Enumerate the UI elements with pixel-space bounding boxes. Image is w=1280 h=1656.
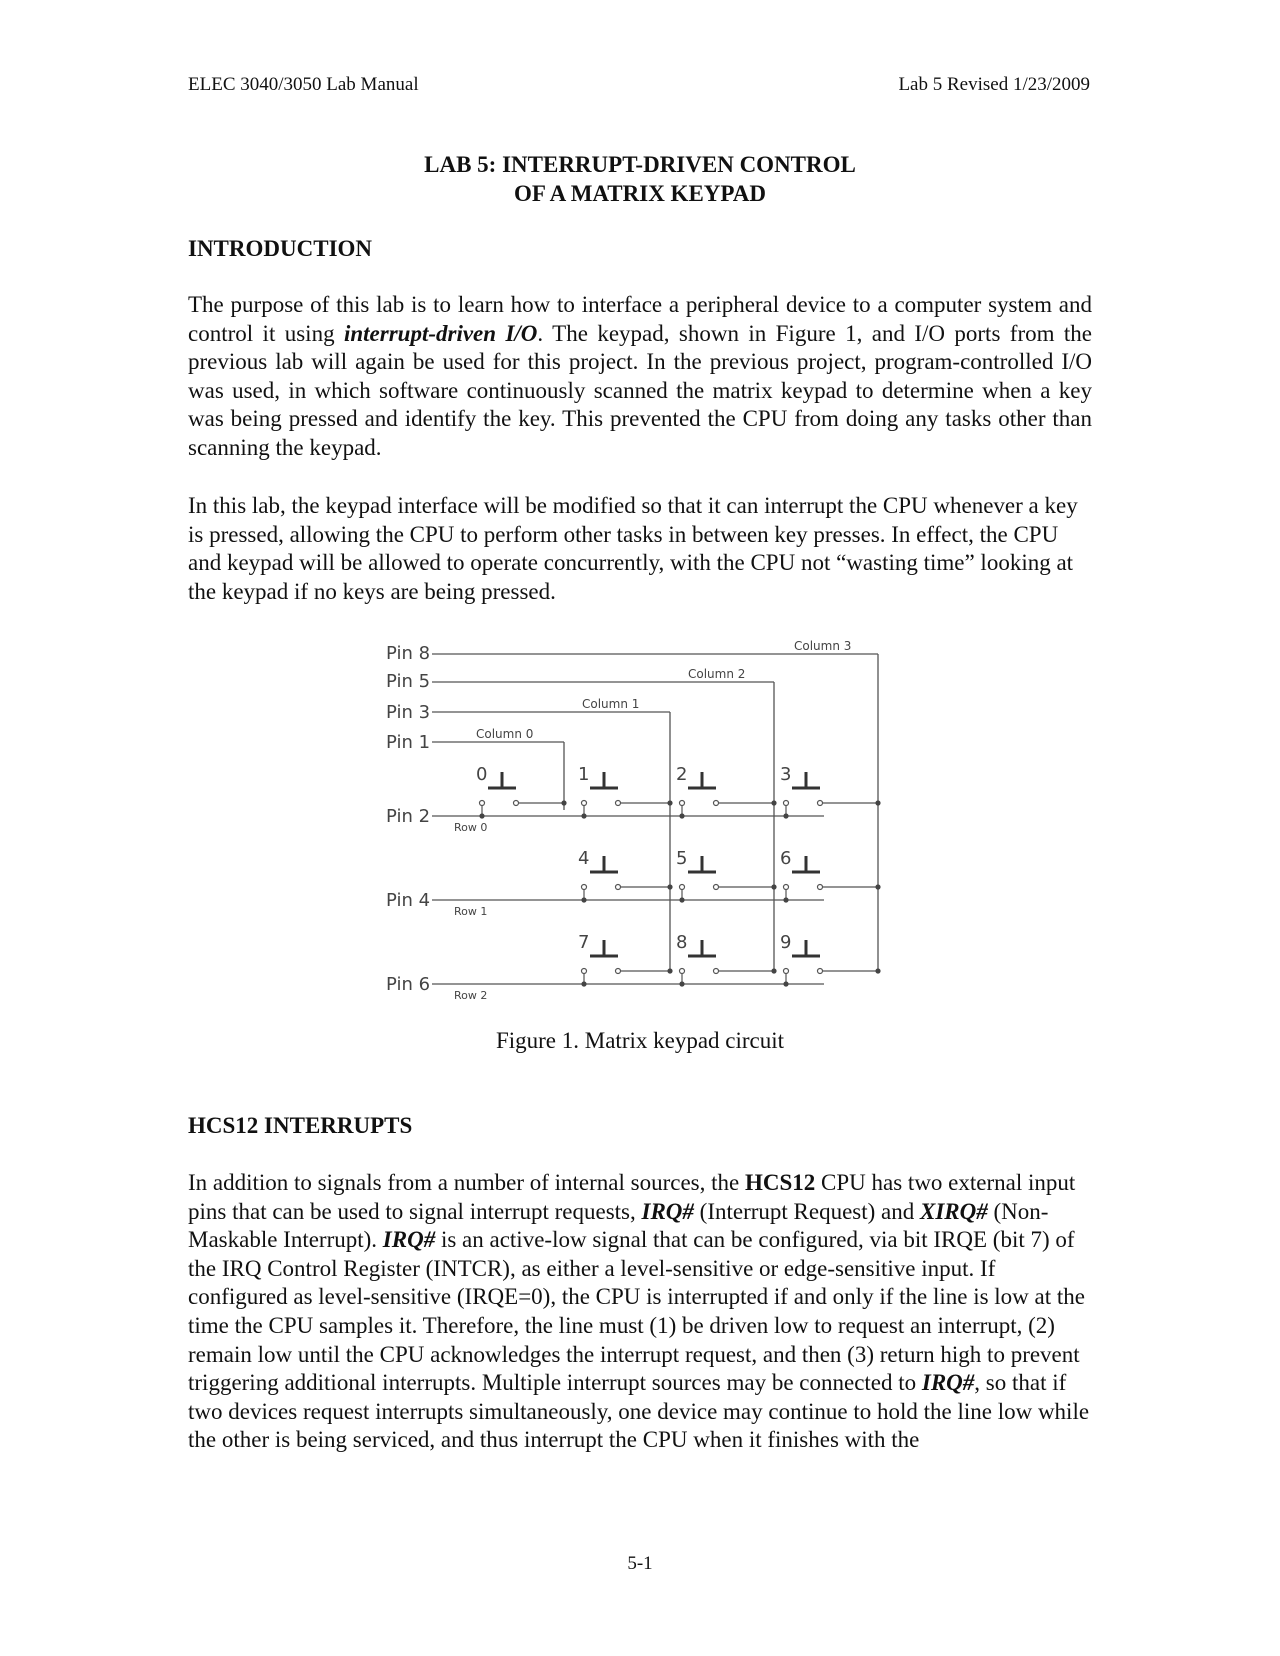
pin-5-label: Pin 5 (386, 671, 431, 692)
interrupt-driven-io-emphasis: interrupt-driven I/O (343, 320, 538, 346)
irq-emphasis-2: IRQ# (382, 1227, 436, 1253)
key-label-2: 2 (676, 764, 688, 785)
header-right: Lab 5 Revised 1/23/2009 (898, 74, 1090, 95)
column-1-label: Column 1 (582, 697, 640, 711)
column-2-label: Column 2 (688, 667, 746, 681)
pin-2-label: Pin 2 (386, 806, 431, 827)
xirq-emphasis: XIRQ# (920, 1198, 988, 1224)
key-switch-5 (676, 848, 777, 903)
intro-paragraph-2: In this lab, the keypad interface will be modified so that it can interrupt the CPU whenever a key is pressed, allowing the CPU to perform other tasks in between key presses. In effect, the CPU and keypad will be allowed to operate concurrently, with the CPU not “wasting time” looking at the keypad if no keys are being pressed. (188, 493, 1078, 604)
intro-paragraph-1: The purpose of this lab is to learn how to interface a peripheral device to a computer system and control it using interrupt-driven I/O. The keypad, shown in Figure 1, and I/O ports from the previous lab will again be used for this project. In the previous project, program-controlled I/O was used, in which software continuously scanned the matrix keypad to determine when a key was being pressed and identify the key. This prevented the CPU from doing any tasks other than scanning the keypad. (188, 292, 1093, 460)
title-line-2: OF A MATRIX KEYPAD (514, 181, 766, 206)
key-switch-6 (780, 848, 881, 903)
row-0-label: Row 0 (454, 821, 488, 834)
key-switch-8 (676, 932, 777, 987)
key-label-6: 6 (780, 848, 792, 869)
key-label-7: 7 (578, 932, 590, 953)
key-switch-2 (676, 764, 777, 819)
key-label-3: 3 (780, 764, 792, 785)
irq-emphasis-3: IRQ# (921, 1370, 975, 1396)
hcs12-paragraph: In addition to signals from a number of internal sources, the HCS12 CPU has two external input pins that can be used to signal interrupt requests, IRQ# (Interrupt Request) and XIRQ# (Non-Maskable Interrupt). IRQ# is an active-low signal that can be configured, via bit IRQE (bit 7) of the IRQ Control Register (INTCR), as either a level-sensitive or edge-sensitive input. If configured as level-sensitive (IRQE=0), the CPU is interrupted if and only if the line is low at the time the CPU samples it. Therefore, the line must (1) be driven low to request an interrupt, (2) remain low until the CPU acknowledges the interrupt request, and then (3) return high to prevent triggering additional interrupts. Multiple interrupt sources may be connected to IRQ#, so that if two devices request interrupts simultaneously, one device may continue to hold the line low while the other is being serviced, and thus interrupt the CPU when it finishes with the (188, 1170, 1090, 1453)
key-label-4: 4 (578, 848, 590, 869)
pin-8-label: Pin 8 (386, 643, 431, 664)
intro-heading: INTRODUCTION (188, 236, 373, 261)
key-label-5: 5 (676, 848, 688, 869)
key-switch-0 (476, 764, 567, 819)
irq-emphasis: IRQ# (641, 1198, 694, 1224)
header-left: ELEC 3040/3050 Lab Manual (188, 74, 419, 95)
hcs12-heading: HCS12 INTERRUPTS (188, 1113, 413, 1138)
key-label-0: 0 (476, 764, 488, 785)
hcs12-bold: HCS12 (744, 1170, 816, 1195)
column-3-label: Column 3 (794, 639, 852, 653)
key-label-1: 1 (578, 764, 590, 785)
row-2-label: Row 2 (454, 989, 488, 1002)
pin-4-label: Pin 4 (386, 890, 431, 911)
pin-1-label: Pin 1 (386, 732, 431, 753)
key-label-8: 8 (676, 932, 688, 953)
pin-3-label: Pin 3 (386, 702, 431, 723)
key-switch-1 (578, 764, 673, 819)
key-switch-7 (578, 932, 673, 987)
column-0-label: Column 0 (476, 727, 534, 741)
matrix-keypad-circuit-figure (386, 628, 886, 1002)
key-switch-9 (780, 932, 881, 987)
key-switch-3 (780, 764, 881, 819)
pin-6-label: Pin 6 (386, 974, 431, 995)
key-switch-4 (578, 848, 673, 903)
row-1-label: Row 1 (454, 905, 488, 918)
page-number: 5-1 (627, 1553, 653, 1574)
key-label-9: 9 (780, 932, 792, 953)
figure-caption: Figure 1. Matrix keypad circuit (495, 1028, 785, 1053)
title-line-1: LAB 5: INTERRUPT-DRIVEN CONTROL (424, 152, 856, 177)
